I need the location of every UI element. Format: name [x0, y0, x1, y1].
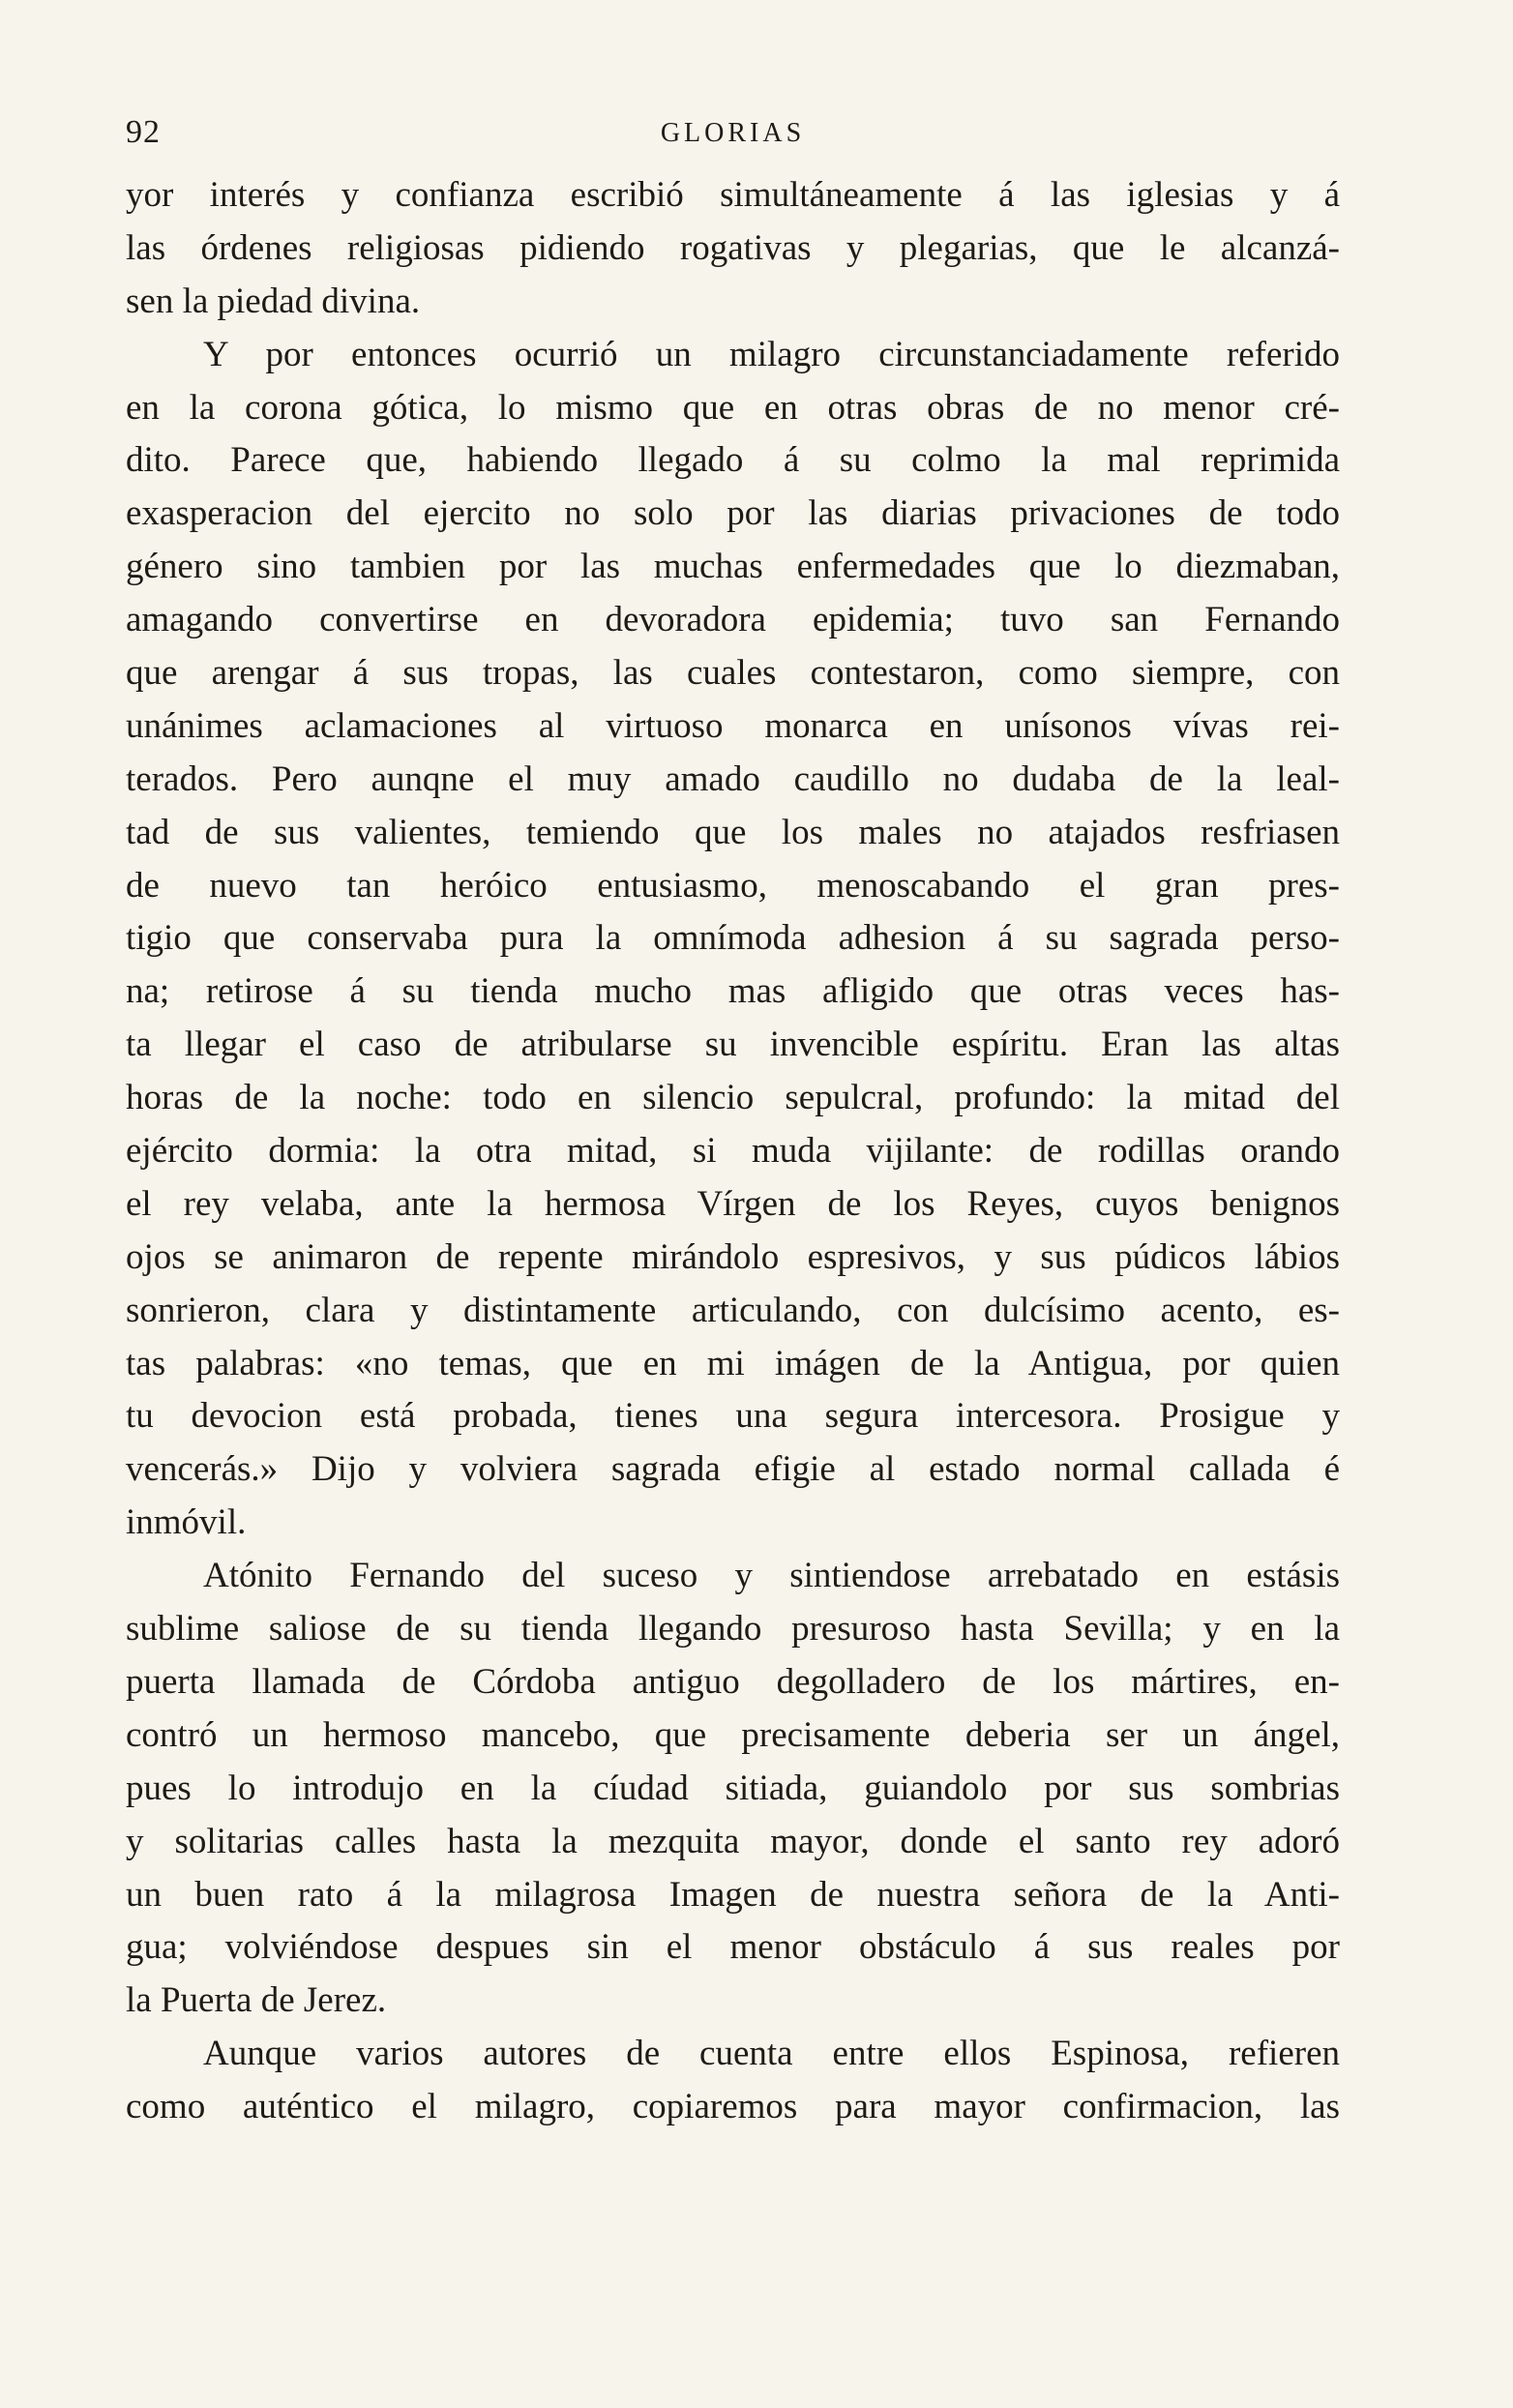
- text-line: terados. Pero aunqne el muy amado caudillo no dudaba de la leal-: [126, 758, 1340, 799]
- text-line: en la corona gótica, lo mismo que en otras obras de no menor cré-: [126, 387, 1340, 428]
- paragraph-start-line: Y por entonces ocurrió un milagro circunstanciadamente referido: [203, 334, 1340, 374]
- paragraph-start-line: Atónito Fernando del suceso y sintiendose arrebatado en estásis: [203, 1556, 1340, 1596]
- text-line: pues lo introdujo en la cíudad sitiada, guiandolo por sus sombrias: [126, 1768, 1340, 1808]
- text-line: unánimes aclamaciones al virtuoso monarca en unísonos vívas rei-: [126, 705, 1340, 746]
- text-line: de nuevo tan heróico entusiasmo, menoscabando el gran pres-: [126, 865, 1340, 906]
- text-line: exasperacion del ejercito no solo por las diarias privaciones de todo: [126, 493, 1340, 534]
- text-line: que arengar á sus tropas, las cuales contestaron, como siempre, con: [126, 653, 1340, 694]
- text-line: sen la piedad divina.: [126, 281, 421, 321]
- text-line: tad de sus valientes, temiendo que los males no atajados resfriasen: [126, 812, 1340, 852]
- text-line: sonrieron, clara y distintamente articulando, con dulcísimo acento, es-: [126, 1290, 1340, 1330]
- text-line: ejército dormia: la otra mitad, si muda vijilante: de rodillas orando: [126, 1131, 1340, 1172]
- text-line: y solitarias calles hasta la mezquita mayor, donde el santo rey adoró: [126, 1821, 1340, 1861]
- text-line: horas de la noche: todo en silencio sepulcral, profundo: la mitad del: [126, 1078, 1340, 1118]
- page-number: 92: [126, 114, 161, 150]
- text-line: puerta llamada de Córdoba antiguo degolladero de los mártires, en-: [126, 1661, 1340, 1702]
- text-line: como auténtico el milagro, copiaremos para mayor confirmacion, las: [126, 2087, 1340, 2127]
- text-line: tu devocion está probada, tienes una segura intercesora. Prosigue y: [126, 1396, 1340, 1437]
- text-line: género sino tambien por las muchas enfermedades que lo diezmaban,: [126, 547, 1340, 587]
- text-line: ta llegar el caso de atribularse su invencible espíritu. Eran las altas: [126, 1025, 1340, 1065]
- text-line: la Puerta de Jerez.: [126, 1980, 387, 2021]
- paragraph-start-line: Aunque varios autores de cuenta entre ellos Espinosa, refieren: [203, 2034, 1340, 2074]
- running-head: [126, 114, 1340, 157]
- text-line: el rey velaba, ante la hermosa Vírgen de los Reyes, cuyos benignos: [126, 1183, 1340, 1224]
- text-line: amagando convertirse en devoradora epidemia; tuvo san Fernando: [126, 600, 1340, 640]
- text-line: sublime saliose de su tienda llegando presuroso hasta Sevilla; y en la: [126, 1609, 1340, 1650]
- text-line: inmóvil.: [126, 1502, 247, 1543]
- text-line: un buen rato á la milagrosa Imagen de nuestra señora de la Anti-: [126, 1874, 1340, 1915]
- text-line: dito. Parece que, habiendo llegado á su colmo la mal reprimida: [126, 440, 1340, 481]
- text-line: yor interés y confianza escribió simultáneamente á las iglesias y á: [126, 175, 1340, 215]
- text-line: na; retirose á su tienda mucho mas afligido que otras veces has-: [126, 971, 1340, 1012]
- text-line: gua; volviéndose despues sin el menor obstáculo á sus reales por: [126, 1927, 1340, 1968]
- text-line: ojos se animaron de repente mirándolo espresivos, y sus púdicos lábios: [126, 1236, 1340, 1277]
- text-line: vencerás.» Dijo y volviera sagrada efigie al estado normal callada é: [126, 1449, 1340, 1490]
- text-line: tigio que conservaba pura la omnímoda adhesion á su sagrada perso-: [126, 918, 1340, 959]
- text-line: las órdenes religiosas pidiendo rogativas y plegarias, que le alcanzá-: [126, 227, 1340, 268]
- body-text: [126, 169, 1340, 2134]
- running-title: GLORIAS: [660, 118, 806, 148]
- text-line: contró un hermoso mancebo, que precisamente deberia ser un ángel,: [126, 1714, 1340, 1755]
- text-line: tas palabras: «no temas, que en mi imágen de la Antigua, por quien: [126, 1343, 1340, 1383]
